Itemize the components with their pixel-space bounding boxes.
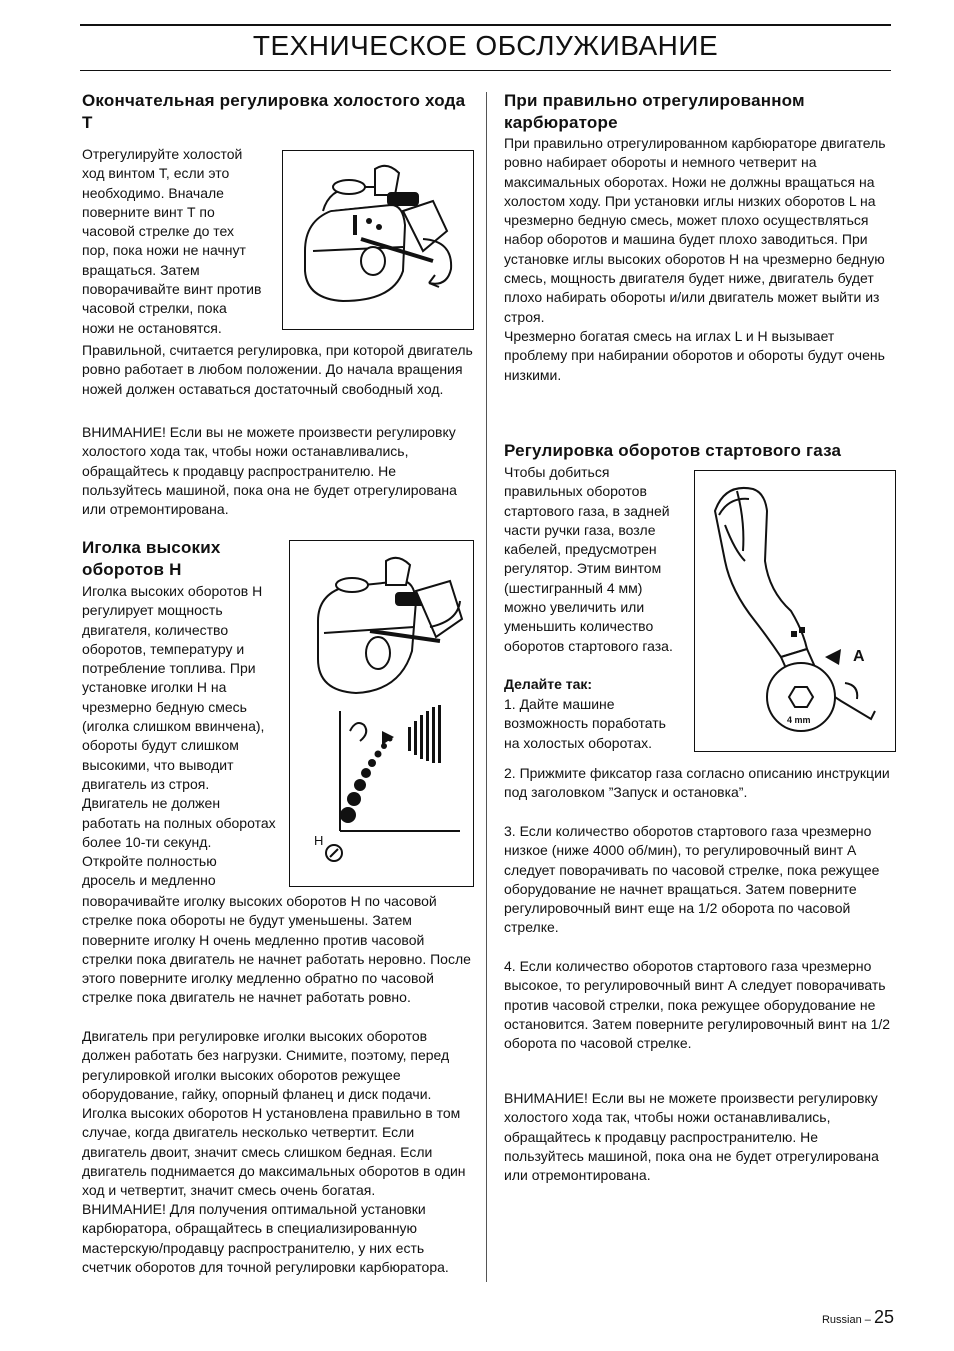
text-line: двигатель из строя. — [82, 775, 210, 792]
text-line: уменьшить количество — [504, 618, 654, 635]
text-line: потребление топлива. При — [82, 660, 256, 677]
header-rule-top — [80, 24, 891, 26]
figure-throttle-handle — [694, 470, 896, 752]
text-line: поверните винт Т по — [82, 203, 215, 220]
section-intro-high-needle — [82, 582, 292, 891]
step-3: 3. Если количество оборотов стартового газа чрезмерно низкое (ниже 4000 об/мин), то регулировочный винт А следует поворачивать по часовой стрелке, пока режущее оборудование не начнет вращаться. Затем поверните регулировочный винт еще на 1/2 оборота по часовой стрелке. — [504, 823, 880, 936]
text-line: ход винтом Т, если это — [82, 165, 230, 182]
throttle-handle-icon — [695, 471, 895, 751]
text-line: часовой стрелки, пока — [82, 300, 227, 317]
text-line: (шестигранный 4 мм) — [504, 579, 643, 596]
paragraph: Чрезмерно богатая смесь на иглах L и H вызывает проблему при набирании оборотов и обороты будут очень низкими. — [504, 328, 885, 383]
text-line: дросель и медленно — [82, 872, 216, 889]
footer-language: Russian — [821, 1314, 862, 1326]
warning-paragraph: ВНИМАНИЕ! Для получения оптимальной установки карбюратора, обращайтесь в специализированную мастерскую/продавцу распространителю, у них есть счетчик оборотов для точной регулировки карбюратора. — [82, 1201, 449, 1275]
paragraph: Правильной, считается регулировка, при которой двигатель ровно работает в любом положении. До начала вращения ножей должен оставаться достаточный свободный ход. — [82, 342, 473, 397]
section-intro-idle-t — [82, 145, 282, 338]
text-line: пор, пока ножи не начнут — [82, 242, 246, 259]
text-line: Откройте полностью — [82, 853, 217, 870]
text-line: поворачивайте винт против — [82, 281, 262, 298]
text-line: двигателя, количество — [82, 621, 229, 638]
text-line: часовой стрелке до тех — [82, 223, 235, 240]
text-line: возможность поработать — [504, 715, 666, 732]
header-rule-bottom — [80, 70, 891, 71]
page-title: ТЕХНИЧЕСКОЕ ОБСЛУЖИВАНИЕ — [252, 30, 719, 61]
text-line: высокими, что выводит — [82, 756, 234, 773]
paragraph: Двигатель при регулировке иголки высоких оборотов должен работать без нагрузки. Снимите, поэтому, перед регулировкой иголки высоких оборотов режущее оборудование, гайку, опорный фланец и диск подачи. — [82, 1028, 450, 1102]
text-line: правильных оборотов — [504, 483, 647, 500]
column-divider — [486, 92, 487, 1282]
section-heading-start-throttle: Регулировка оборотов стартового газа — [504, 441, 842, 460]
warning-paragraph: ВНИМАНИЕ! Если вы не можете произвести регулировку холостого хода так, чтобы ножи останавливались, обращайтесь к продавцу распространителю. Не пользуйтесь машиной, пока она не будет отрегулирована или отремонтирована. — [82, 424, 457, 518]
text-line: обороты будут слишком — [82, 737, 239, 754]
text-line: работать на полных оборотах — [82, 814, 276, 831]
text-line: (иголка слишком ввинчена), — [82, 718, 265, 735]
footer-separator: – — [861, 1314, 874, 1326]
figure-high-speed-needle — [289, 540, 474, 887]
text-line: части ручки газа, возле — [504, 521, 656, 538]
text-line: установке иголки Н на — [82, 679, 227, 696]
step-1 — [504, 695, 694, 753]
text-line: оборотов, температуру и — [82, 640, 245, 657]
text-line: регулятор. Этим винтом — [504, 560, 662, 577]
text-line: оборотов стартового газа. — [504, 637, 673, 654]
text-line: более 10-ти секунд. — [82, 833, 212, 850]
do-title: Делайте так: — [504, 676, 593, 692]
text-line: на холостых оборотах. — [504, 734, 652, 751]
step-4: 4. Если количество оборотов стартового газа чрезмерно высокое, то регулировочный винт А следует поворачивать против часовой стрелки, пока режущее оборудование не остановится. Затем поверните регулировочный винт на 1/2 оборота по часовой стрелке. — [504, 958, 891, 1052]
engine-rpm-icon — [290, 541, 473, 886]
paragraph: Иголка высоких оборотов Н установлена правильно в том случае, когда двигатель несколько четвертит. Если двигатель двоит, значит смесь слишком бедная. Если двигатель поднимается до максимальных оборотов в один ход и четвертит, значит смесь очень богатая. — [82, 1105, 466, 1199]
paragraph: поворачивайте иголку высоких оборотов Н по часовой стрелке пока обороты не будут уменьшены. Затем поверните иголку Н очень медленно против часовой стрелки пока двигатель не начнет работать неровно. После этого поверните иголку медленно обратно по часовой стрелке пока двигатель не начнет работать ровно. — [82, 893, 471, 1006]
section-heading-carburetor: При правильно отрегулированном карбюраторе — [504, 91, 805, 132]
engine-icon — [283, 151, 473, 329]
step-2: 2. Прижмите фиксатор газа согласно описанию инструкции под заголовком ”Запуск и остановка”. — [504, 765, 890, 801]
section-heading-high-needle: Иголка высоких оборотов H — [82, 538, 221, 579]
text-line: 1. Дайте машине — [504, 696, 615, 712]
text-line: Иголка высоких оборотов Н — [82, 583, 263, 599]
text-line: кабелей, предусмотрен — [504, 541, 657, 558]
figure-label-a: A — [853, 648, 865, 665]
page-number: 25 — [873, 1307, 894, 1327]
page-footer — [822, 1307, 894, 1328]
text-line: ножи не остановятся. — [82, 319, 222, 336]
text-line: необходимо. Вначале — [82, 184, 224, 201]
text-line: стартового газа, в задней — [504, 502, 670, 519]
text-line: Чтобы добиться — [504, 464, 610, 480]
warning-paragraph: ВНИМАНИЕ! Если вы не можете произвести регулировку холостого хода так, чтобы ножи останавливались, обращайтесь к продавцу распространителю. Не пользуйтесь машиной, пока она не будет отрегулирована или отремонтирована. — [504, 1090, 879, 1184]
text-line: вращаться. Затем — [82, 261, 200, 278]
figure-idle-screw-t — [282, 150, 474, 330]
text-line: чрезмерно бедную смесь — [82, 698, 247, 715]
text-line: Отрегулируйте холостой — [82, 146, 243, 162]
figure-label-h: H — [314, 833, 324, 848]
paragraph: При правильно отрегулированном карбюраторе двигатель ровно набирает обороты и немного четверит на максимальных оборотах. Ножи не должны вращаться на холостом ходу. При установки иглы низких оборотов L на чрезмерно бедную смесь, может плохо осуществляться набор оборотов и машина будет плохо заводиться. При установке иглы высоких оборотов Н на чрезмерно бедную смесь, мощность двигателя будет ниже, двигатель будет плохо набирать обороты и/или двигатель может выйти из строя. — [504, 135, 886, 325]
figure-label-size: 4 mm — [787, 715, 811, 725]
text-line: регулирует мощность — [82, 602, 223, 619]
section-heading-idle-t: Окончательная регулировка холостого хода Т — [82, 91, 466, 132]
text-line: можно увеличить или — [504, 599, 645, 616]
text-line: Двигатель не должен — [82, 795, 221, 812]
section-intro-start-throttle — [504, 463, 694, 656]
